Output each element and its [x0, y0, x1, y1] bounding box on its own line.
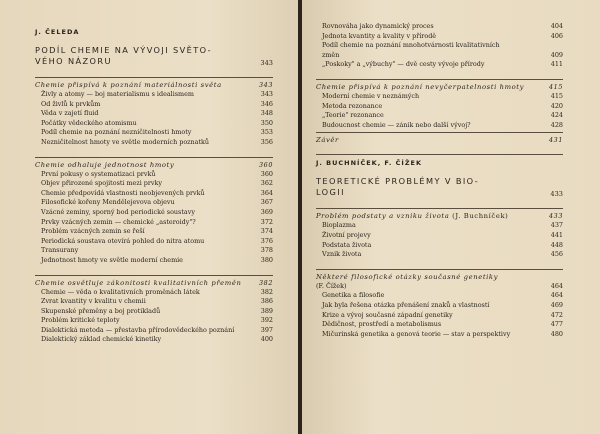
toc-section-continued — [316, 22, 563, 70]
toc-entry — [35, 227, 273, 237]
toc-entry — [35, 288, 273, 298]
toc-entry-page: 415 — [550, 91, 563, 100]
toc-entry-text: Skupenské přeměny a boj protikladů — [41, 306, 161, 315]
toc-entry-page: 448 — [550, 240, 563, 249]
toc-entry-page: 372 — [260, 217, 273, 226]
toc-entry — [35, 297, 273, 307]
toc-entry-page: 350 — [260, 118, 273, 127]
toc-entry — [316, 330, 563, 340]
section-heading-author: (F. Čížek) — [316, 281, 347, 290]
toc-entry-text: Prvky vzácných zemin — chemické „asteroidy"? — [41, 217, 196, 226]
toc-entry-page: 469 — [550, 300, 563, 309]
essay-page: 433 — [550, 190, 563, 199]
section-heading-text: Chemie odhaluje jednotnost hmoty — [35, 160, 175, 169]
toc-entry — [35, 208, 273, 218]
toc-entry — [35, 138, 273, 148]
toc-entry-page: 378 — [260, 246, 273, 255]
section-heading — [35, 275, 273, 288]
toc-entry-text: Vznik života — [322, 250, 362, 259]
section-heading-text: Chemie osvětluje zákonitosti kvalitativních přeměn — [35, 278, 242, 287]
toc-section — [35, 157, 273, 266]
toc-entry-text: Genetika a filosofie — [322, 291, 385, 300]
toc-entry — [35, 256, 273, 266]
toc-entry-page: 424 — [550, 111, 563, 120]
toc-entry-page: 367 — [260, 198, 273, 207]
toc-entry-page: 376 — [260, 236, 273, 245]
toc-entry-page: 346 — [260, 99, 273, 108]
section-heading-page: 464 — [550, 281, 563, 290]
section-heading-page: 433 — [549, 212, 563, 221]
toc-entry-text: Podíl chemie na poznání mnohotvárnosti kvalitativních — [322, 41, 500, 50]
toc-entry-page: 343 — [260, 90, 273, 98]
toc-entry — [35, 316, 273, 326]
section-heading-text: Chemie přispívá k poznání nevyčerpatelnosti hmoty — [316, 82, 525, 91]
toc-entry-text: „Poskoky" a „výbuchy" — dvě cesty vývoje přírody — [322, 60, 485, 69]
toc-entry-text: Jak byla řešena otázka přenášení znaků a vlastností — [322, 300, 490, 309]
toc-entry — [35, 189, 273, 199]
toc-entry-text: Nezničitelnost hmoty ve světle moderních poznatků — [41, 137, 210, 146]
left-page — [0, 0, 298, 434]
toc-section — [316, 269, 563, 340]
essay-title-biology — [316, 176, 563, 198]
toc-entry-page: 353 — [260, 128, 273, 137]
toc-entry — [316, 250, 563, 260]
toc-entry — [35, 109, 273, 119]
toc-entry-text: Dialektický základ chemické kinetiky — [41, 335, 162, 344]
toc-entry — [316, 320, 563, 330]
toc-entry — [35, 307, 273, 317]
toc-entry-page: 386 — [260, 297, 273, 306]
toc-entry-page: 409 — [550, 50, 563, 59]
toc-entry-page: 472 — [550, 310, 563, 319]
toc-entry-page: 374 — [260, 227, 273, 236]
section-heading-page: 382 — [259, 278, 273, 287]
toc-entry-page: 404 — [550, 22, 563, 30]
toc-entry-page: 364 — [260, 188, 273, 197]
section-heading-author: (J. Buchníček) — [452, 212, 509, 221]
toc-entry-text: Jednota kvantity a kvality v přírodě — [322, 31, 437, 40]
toc-entry — [316, 221, 563, 231]
toc-entry — [316, 121, 563, 131]
toc-section — [35, 77, 273, 148]
toc-entry — [316, 231, 563, 241]
toc-entry — [35, 179, 273, 189]
right-page — [302, 0, 600, 434]
toc-entry-text: Periodická soustava otevírá pohled do nitra atomu — [41, 236, 205, 245]
toc-entry-text: Problém vzácných zemin se řeší — [41, 227, 145, 236]
section-heading — [316, 269, 563, 282]
toc-entry-text: Od živlů k prvkům — [41, 99, 101, 108]
toc-entry-page: 348 — [260, 109, 273, 118]
zaver-page: 431 — [549, 136, 563, 145]
toc-entry-text: Objev přirozené spojitosti mezi prvky — [41, 179, 163, 188]
section-heading-page: 415 — [549, 82, 563, 91]
essay-title-celeda — [35, 45, 273, 67]
toc-entry — [316, 291, 563, 301]
essay-title-line1: TEORETICKÉ PROBLÉMY V BIO- — [316, 176, 480, 187]
section-heading — [316, 208, 563, 221]
toc-section — [316, 208, 563, 259]
toc-entry-text: Živly a atomy — boj materialismu s idealismem — [41, 90, 194, 98]
toc-entry-text: První pokusy o systematizaci prvků — [41, 169, 156, 178]
toc-entry-page: 406 — [550, 31, 563, 40]
toc-section — [316, 79, 563, 145]
toc-entry — [35, 237, 273, 247]
section-heading-tail — [316, 282, 563, 292]
toc-entry — [316, 111, 563, 121]
toc-entry-page: 392 — [260, 316, 273, 325]
toc-entry — [316, 60, 563, 70]
toc-entry-page: 389 — [260, 306, 273, 315]
toc-entry-page: 356 — [260, 137, 273, 146]
zaver-text: Závěr — [316, 136, 339, 145]
toc-entry-text: Chemie předpovídá vlastnosti neobjevených prvků — [41, 188, 205, 197]
left-column — [35, 28, 273, 354]
toc-entry-text: Podstata života — [322, 240, 372, 249]
toc-entry-page: 480 — [550, 329, 563, 338]
section-heading-text: Problém podstaty a vzniku života — [316, 212, 450, 221]
toc-entry — [316, 51, 563, 61]
toc-entry — [35, 335, 273, 345]
toc-entry — [316, 311, 563, 321]
toc-entry-page: 369 — [260, 207, 273, 216]
author-celeda: J. ČELEDA — [35, 28, 80, 36]
section-heading — [35, 157, 273, 170]
essay-title-line2: LOGII — [316, 187, 345, 198]
toc-entry-text: Jednotnost hmoty ve světle moderní chemie — [41, 255, 183, 264]
toc-entry-text: Rovnováha jako dynamický proces — [322, 22, 434, 30]
toc-entry-text: Věda v zajetí fluid — [41, 109, 99, 118]
toc-entry — [35, 128, 273, 138]
toc-entry — [316, 301, 563, 311]
toc-entry-text: Vzácné zeminy, sporný bod periodické soustavy — [41, 207, 195, 216]
toc-entry — [316, 241, 563, 251]
essay-page: 343 — [260, 59, 273, 67]
toc-entry-page: 362 — [260, 179, 273, 188]
toc-entry — [35, 218, 273, 228]
toc-entry-text: Bioplazma — [322, 221, 356, 230]
toc-entry — [35, 170, 273, 180]
author-buchnicek-cizek: J. BUCHNÍČEK, F. ČÍŽEK — [316, 154, 563, 168]
section-heading — [35, 77, 273, 90]
toc-entry-page: 397 — [260, 325, 273, 334]
toc-entry — [35, 90, 273, 100]
toc-entry-page: 464 — [550, 291, 563, 300]
section-heading-page: 360 — [259, 160, 273, 169]
toc-entry-page: 437 — [550, 221, 563, 230]
toc-entry — [35, 119, 273, 129]
toc-entry — [316, 41, 563, 51]
toc-entry — [316, 92, 563, 102]
toc-entry-text: Životní projevy — [322, 230, 371, 239]
toc-entry-text: změn — [322, 50, 340, 59]
toc-entry-text: Metoda rezonance — [322, 101, 383, 110]
toc-entry-page: 428 — [550, 120, 563, 129]
toc-entry-text: Krize a vývoj současné západní genetiky — [322, 310, 453, 319]
toc-entry — [316, 22, 563, 32]
section-heading — [316, 79, 563, 92]
toc-entry-page: 382 — [260, 287, 273, 296]
toc-entry-page: 380 — [260, 255, 273, 264]
section-heading-text: Chemie přispívá k poznání materiálnosti světa — [35, 81, 222, 89]
toc-entry-text: Mičurinská genetika a genová teorie — stav a perspektivy — [322, 329, 511, 338]
right-column — [316, 22, 563, 348]
toc-entry-text: Dialektická metoda — přestavba přírodovědeckého poznání — [41, 325, 235, 334]
toc-entry — [316, 32, 563, 42]
toc-entry-text: Dědičnost, prostředí a metabolismus — [322, 320, 442, 329]
essay-title-line2: VÉHO NÁZORU — [35, 56, 112, 66]
toc-entry-page: 400 — [260, 335, 273, 344]
toc-entry — [316, 102, 563, 112]
section-heading-zaver — [316, 132, 563, 145]
toc-entry-text: „Teorie" rezonance — [322, 111, 384, 120]
toc-entry-text: Počátky vědeckého atomismu — [41, 118, 137, 127]
section-heading-page: 343 — [259, 81, 273, 89]
toc-entry — [35, 326, 273, 336]
toc-entry-page: 411 — [550, 60, 563, 69]
section-heading-text: Některé filosofické otázky současné genetiky — [316, 272, 499, 281]
toc-entry-text: Chemie — věda o kvalitativních proměnách látek — [41, 287, 200, 296]
toc-entry — [35, 198, 273, 208]
toc-entry-text: Podíl chemie na poznání nezničitelnosti hmoty — [41, 128, 192, 137]
toc-entry-page: 456 — [550, 250, 563, 259]
toc-entry-text: Transurany — [41, 246, 79, 255]
toc-entry-page: 477 — [550, 320, 563, 329]
toc-entry-text: Budoucnost chemie — zánik nebo další vývoj? — [322, 120, 471, 129]
toc-entry-text: Moderní chemie v neznámých — [322, 91, 420, 100]
toc-entry — [35, 100, 273, 110]
essay-title-line1: PODÍL CHEMIE NA VÝVOJI SVĚTO- — [35, 45, 213, 55]
toc-entry-page: 360 — [260, 169, 273, 178]
toc-section — [35, 275, 273, 346]
toc-entry-text: Problém kritické teploty — [41, 316, 120, 325]
toc-entry-page: 441 — [550, 230, 563, 239]
toc-entry-text: Zvrat kvantity v kvalitu v chemii — [41, 297, 146, 306]
toc-entry-text: Filosofické kořeny Mendělejevova objevu — [41, 198, 175, 207]
toc-entry-page: 420 — [550, 101, 563, 110]
toc-entry — [35, 246, 273, 256]
